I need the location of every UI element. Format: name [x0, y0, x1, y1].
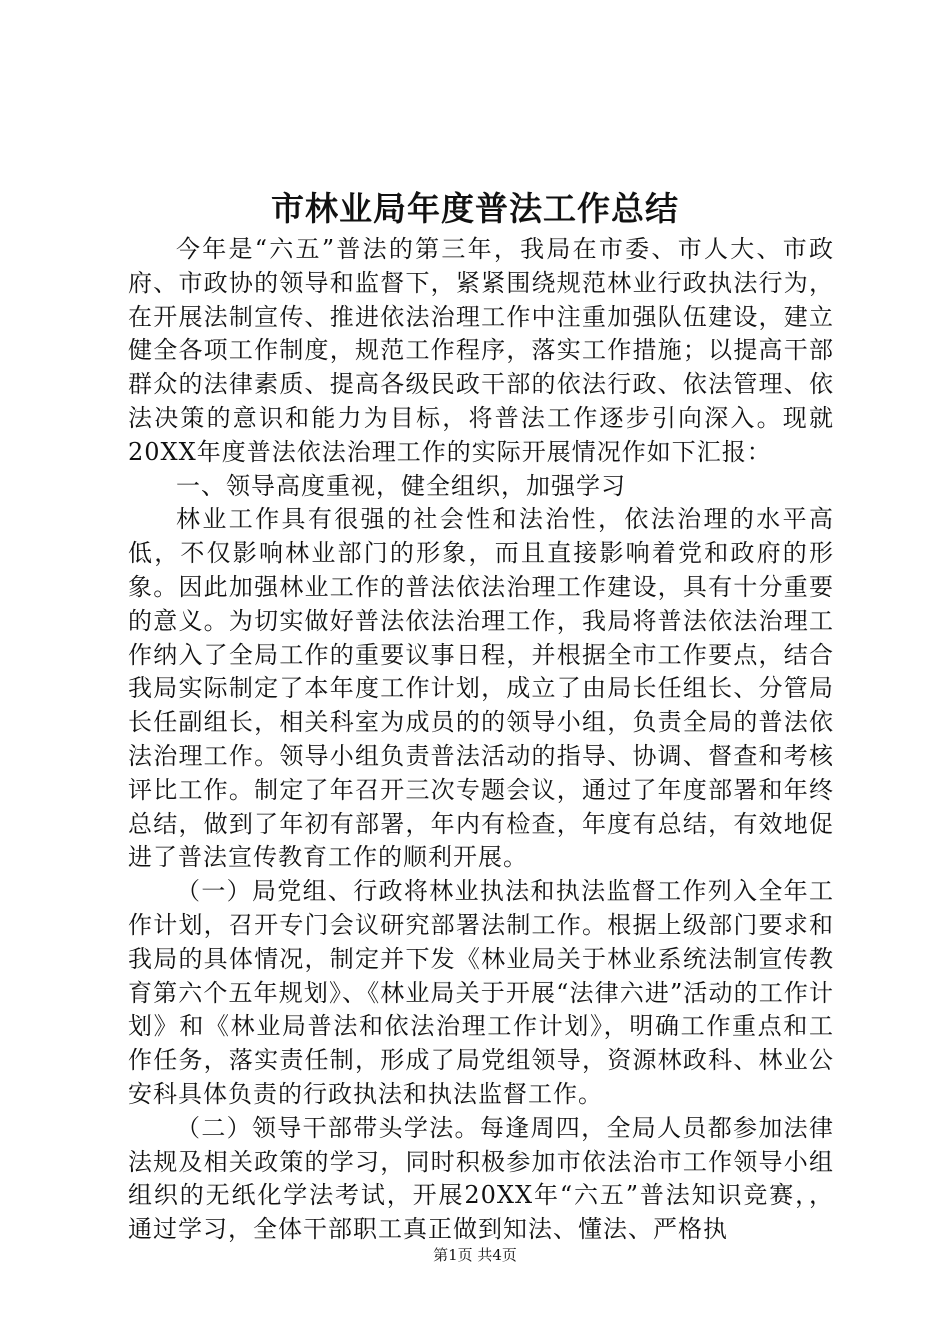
page-footer: 第1页 共4页: [433, 1246, 517, 1264]
section-heading: 一、领导高度重视，健全组织，加强学习: [176, 471, 626, 500]
body-paragraph: 林业工作具有很强的社会性和法治性，依法治理的水平高低，不仅影响林业部门的形象，而且直接影响着党和政府的形象。因此加强林业工作的普法依法治理工作建设，具有十分重要的意义。为切实做好普法依法治理工作，我局将普法依法治理工作纳入了全局工作的重要议事日程，并根据全市工作要点，结合我局实际制定了本年度工作计划，成立了由局长任组长、分管局长任副组长，相关科室为成员的的领导小组，负责全局的普法依法治理工作。领导小组负责普法活动的指导、协调、督查和考核评比工作。制定了年召开三次专题会议，通过了年度部署和年终总结，做到了年初有部署，年内有检查，年度有总结，有效地促进了普法宣传教育工作的顺利开展。: [128, 505, 834, 872]
intro-paragraph: 今年是“六五”普法的第三年，我局在市委、市人大、市政府、市政协的领导和监督下，紧紧围绕规范林业行政执法行为，在开展法制宣传、推进依法治理工作中注重加强队伍建设，建立健全各项工作制度，规范工作程序，落实工作措施；以提高干部群众的法律素质、提高各级民政干部的依法行政、依法管理、依法决策的意识和能力为目标，将普法工作逐步引向深入。现就20XX年度普法依法治理工作的实际开展情况作如下汇报：: [128, 235, 834, 466]
document-body: [128, 233, 834, 1247]
document-title: 市林业局年度普法工作总结: [271, 189, 679, 228]
body-paragraph: （二）领导干部带头学法。每逢周四，全局人员都参加法律法规及相关政策的学习，同时积极参加市依法治市工作领导小组组织的无纸化学法考试，开展20XX年“六五”普法知识竞赛，，通过学习，全体干部职工真正做到知法、懂法、严格执: [128, 1113, 834, 1244]
body-paragraph: （一）局党组、行政将林业执法和执法监督工作列入全年工作计划，召开专门会议研究部署法制工作。根据上级部门要求和我局的具体情况，制定并下发《林业局关于林业系统法制宣传教育第六个五年规划》、《林业局关于开展“法律六进”活动的工作计划》和《林业局普法和依法治理工作计划》，明确工作重点和工作任务，落实责任制，形成了局党组领导，资源林政科、林业公安科具体负责的行政执法和执法监督工作。: [128, 877, 834, 1108]
